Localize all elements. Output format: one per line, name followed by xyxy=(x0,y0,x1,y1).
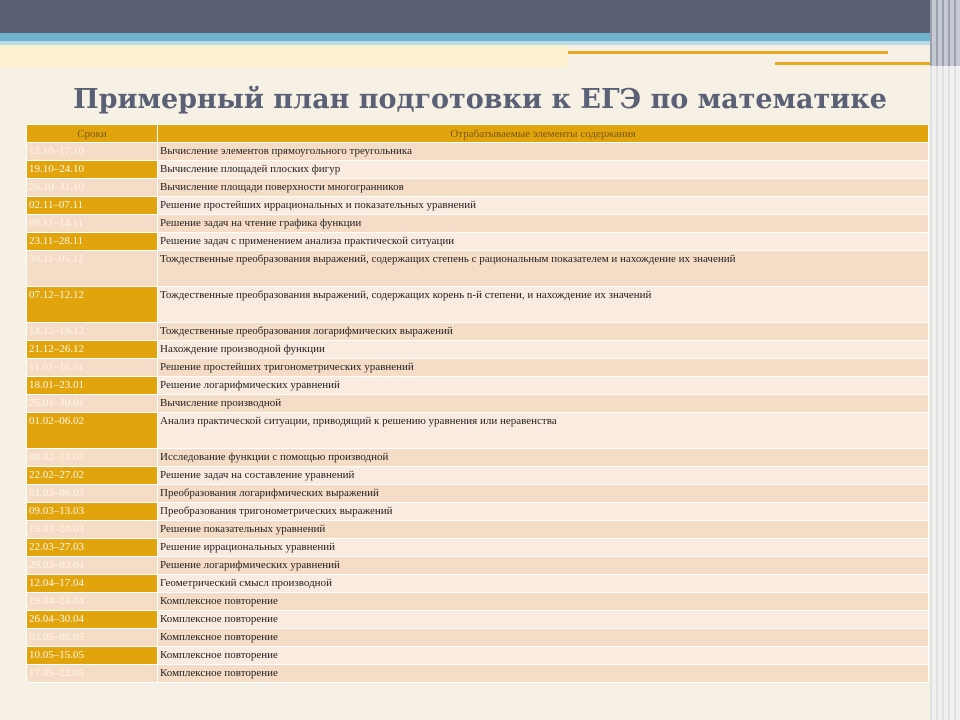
table-row xyxy=(27,197,929,215)
row-content: Геометрический смысл производной xyxy=(158,575,929,593)
row-date: 30.11–05.12 xyxy=(27,251,158,287)
plan-table xyxy=(26,124,929,683)
row-date: 12.04–17.04 xyxy=(27,575,158,593)
column-header-content: Отрабатываемые элементы содержания xyxy=(158,125,929,143)
row-content: Тождественные преобразования выражений, содержащих степень с рациональным показателем и нахождение их значений xyxy=(158,251,929,287)
row-date: 26.04–30.04 xyxy=(27,611,158,629)
table-row xyxy=(27,323,929,341)
column-header-dates: Сроки xyxy=(27,125,158,143)
row-date: 03.05–08.05 xyxy=(27,629,158,647)
row-content: Тождественные преобразования выражений, содержащих корень n-й степени, и нахождение их значений xyxy=(158,287,929,323)
row-date: 19.10–24.10 xyxy=(27,161,158,179)
row-date: 08.02–13.02 xyxy=(27,449,158,467)
table-body xyxy=(27,143,929,683)
row-date: 15.03–20.03 xyxy=(27,521,158,539)
table-row xyxy=(27,449,929,467)
decor-gold-line xyxy=(775,62,943,65)
table-row xyxy=(27,503,929,521)
table-row xyxy=(27,593,929,611)
header-stripe-cream xyxy=(0,45,568,67)
table-row xyxy=(27,215,929,233)
table-row xyxy=(27,359,929,377)
row-date: 17.05–22.05 xyxy=(27,665,158,683)
table-row xyxy=(27,287,929,323)
table-row xyxy=(27,665,929,683)
table-row xyxy=(27,575,929,593)
row-content: Решение логарифмических уравнений xyxy=(158,377,929,395)
table-row xyxy=(27,467,929,485)
row-content: Вычисление производной xyxy=(158,395,929,413)
table-row xyxy=(27,521,929,539)
table-row xyxy=(27,611,929,629)
table-row xyxy=(27,629,929,647)
row-content: Решение задач на составление уравнений xyxy=(158,467,929,485)
row-content: Решение задач на чтение графика функции xyxy=(158,215,929,233)
row-content: Решение логарифмических уравнений xyxy=(158,557,929,575)
row-content: Решение простейших тригонометрических уравнений xyxy=(158,359,929,377)
table-row xyxy=(27,395,929,413)
table-row xyxy=(27,251,929,287)
row-date: 09.03–13.03 xyxy=(27,503,158,521)
row-date: 11.01–16.01 xyxy=(27,359,158,377)
table-row xyxy=(27,341,929,359)
row-date: 21.12–26.12 xyxy=(27,341,158,359)
table-row xyxy=(27,179,929,197)
table-row xyxy=(27,647,929,665)
row-date: 12.10–17.10 xyxy=(27,143,158,161)
header-band xyxy=(0,0,960,33)
table-row xyxy=(27,557,929,575)
row-content: Комплексное повторение xyxy=(158,629,929,647)
row-date: 22.03–27.03 xyxy=(27,539,158,557)
row-content: Анализ практической ситуации, приводящий к решению уравнения или неравенства xyxy=(158,413,929,449)
page-title: Примерный план подготовки к ЕГЭ по математике xyxy=(73,84,887,115)
row-date: 18.01–23.01 xyxy=(27,377,158,395)
row-date: 07.12–12.12 xyxy=(27,287,158,323)
row-date: 10.05–15.05 xyxy=(27,647,158,665)
row-content: Преобразования логарифмических выражений xyxy=(158,485,929,503)
row-content: Комплексное повторение xyxy=(158,611,929,629)
table-row xyxy=(27,413,929,449)
table-row xyxy=(27,143,929,161)
decor-right-stripes-top xyxy=(930,0,960,66)
row-date: 01.03–06.03 xyxy=(27,485,158,503)
row-content: Вычисление площади поверхности многогранников xyxy=(158,179,929,197)
row-content: Комплексное повторение xyxy=(158,593,929,611)
row-date: 23.11–28.11 xyxy=(27,233,158,251)
row-content: Комплексное повторение xyxy=(158,647,929,665)
row-content: Решение показательных уравнений xyxy=(158,521,929,539)
table-row xyxy=(27,233,929,251)
decor-gold-line xyxy=(568,51,888,54)
row-content: Комплексное повторение xyxy=(158,665,929,683)
row-date: 02.11–07.11 xyxy=(27,197,158,215)
row-date: 09.11–14.11 xyxy=(27,215,158,233)
row-date: 25.01–30.01 xyxy=(27,395,158,413)
row-date: 26.10–31.10 xyxy=(27,179,158,197)
header-stripe-blue xyxy=(0,33,960,41)
row-date: 01.02–06.02 xyxy=(27,413,158,449)
row-content: Решение простейших иррациональных и показательных уравнений xyxy=(158,197,929,215)
row-content: Преобразования тригонометрических выражений xyxy=(158,503,929,521)
row-date: 19.04–24.04 xyxy=(27,593,158,611)
table-row xyxy=(27,377,929,395)
row-content: Вычисление элементов прямоугольного треугольника xyxy=(158,143,929,161)
table-header-row xyxy=(27,125,929,143)
row-content: Решение задач с применением анализа практической ситуации xyxy=(158,233,929,251)
row-content: Исследование функции с помощью производной xyxy=(158,449,929,467)
row-date: 29.03–03.04 xyxy=(27,557,158,575)
row-date: 22.02–27.02 xyxy=(27,467,158,485)
table-row xyxy=(27,539,929,557)
row-date: 14.12–19.12 xyxy=(27,323,158,341)
table-row xyxy=(27,161,929,179)
row-content: Тождественные преобразования логарифмических выражений xyxy=(158,323,929,341)
row-content: Нахождение производной функции xyxy=(158,341,929,359)
row-content: Решение иррациональных уравнений xyxy=(158,539,929,557)
row-content: Вычисление площадей плоских фигур xyxy=(158,161,929,179)
table-row xyxy=(27,485,929,503)
